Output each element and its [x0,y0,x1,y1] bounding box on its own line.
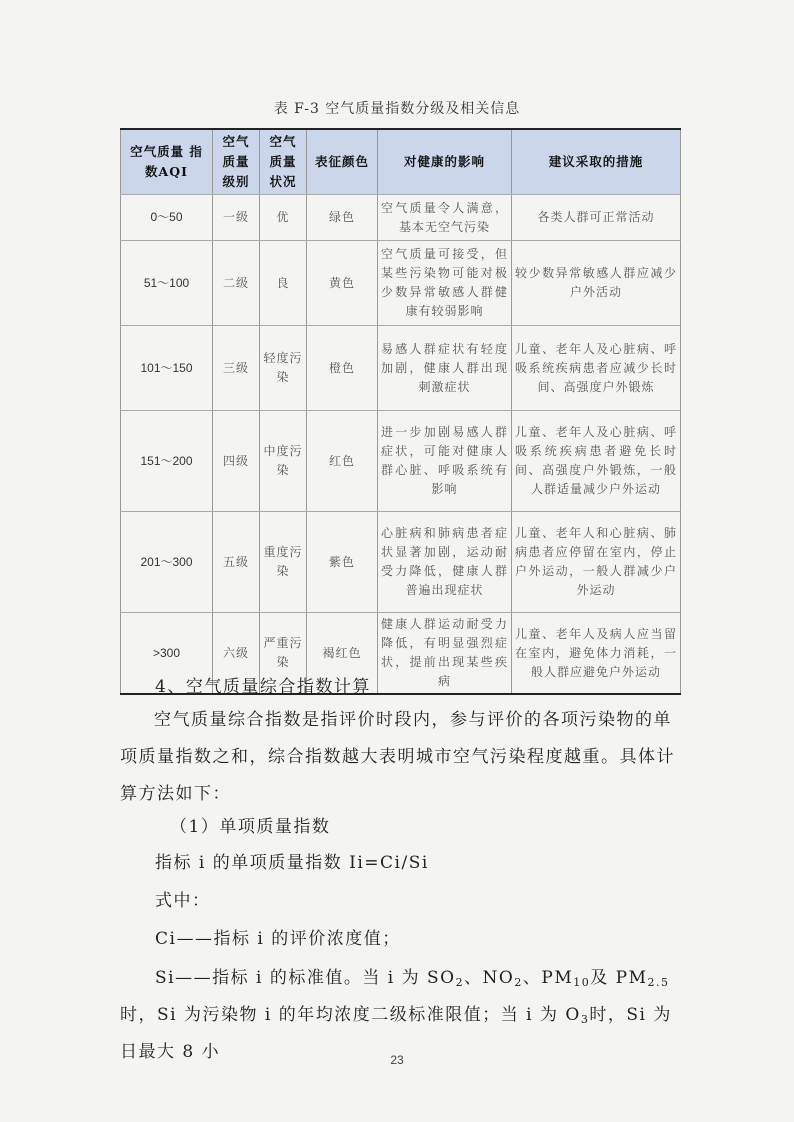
header-level: 空气质量级别 [213,129,260,195]
cell-aqi: 201～300 [121,512,213,613]
cell-level: 二级 [213,241,260,326]
header-aqi: 空气质量 指数AQI [121,129,213,195]
cell-level: 三级 [213,326,260,411]
formula-line: 指标 i 的单项质量指数 Ii=Ci/Si [155,853,429,873]
header-measures: 建议采取的措施 [512,129,681,195]
cell-measures: 较少数异常敏感人群应减少户外活动 [512,241,681,326]
cell-level: 六级 [213,613,260,695]
table-row [121,326,681,411]
table-row [121,241,681,326]
ci-definition: Ci——指标 i 的评价浓度值； [155,929,401,949]
where-label: 式中： [155,891,211,911]
cell-impact: 空气质量可接受，但某些污染物可能对极少数异常敏感人群健康有较弱影响 [378,241,512,326]
cell-aqi: 51～100 [121,241,213,326]
subscript: 2.5 [647,976,670,989]
cell-status: 轻度污染 [260,326,307,411]
table-header-row [121,129,681,195]
si-text-e: 时，Si 为污染物 i 的年均浓度二级标准限值；当 i 为 O [120,1005,581,1025]
subscript: 2 [514,976,523,989]
cell-level: 五级 [213,512,260,613]
si-text-f: 时，Si 为日最大 8 小 [120,1005,672,1062]
cell-impact: 心脏病和肺病患者症状显著加剧，运动耐受力降低，健康人群普遍出现症状 [378,512,512,613]
cell-measures: 儿童、老年人及心脏病、呼吸系统疾病患者避免长时间、高强度户外锻炼，一般人群适量减少户外运动 [512,411,681,512]
page-number: 23 [390,1053,404,1067]
cell-impact: 易感人群症状有轻度加剧，健康人群出现刺激症状 [378,326,512,411]
si-text-d: 及 PM [590,968,648,988]
header-color: 表征颜色 [307,129,378,195]
cell-status: 中度污染 [260,411,307,512]
table-caption: 表 F-3 空气质量指数分级及相关信息 [273,101,521,117]
subscript: 10 [573,976,591,989]
cell-impact: 健康人群运动耐受力降低，有明显强烈症状，提前出现某些疾病 [378,613,512,695]
cell-color: 黄色 [307,241,378,326]
cell-aqi: 101～150 [121,326,213,411]
cell-measures: 儿童、老年人及心脏病、呼吸系统疾病患者应减少长时间、高强度户外锻炼 [512,326,681,411]
cell-aqi: 151～200 [121,411,213,512]
cell-status: 严重污染 [260,613,307,695]
section-paragraph: 空气质量综合指数是指评价时段内，参与评价的各项污染物的单项质量指数之和，综合指数越大表明城市空气污染程度越重。具体计算方法如下： [120,710,675,804]
si-text-b: 、NO [464,968,515,988]
cell-aqi: >300 [121,613,213,695]
header-status: 空气质量状况 [260,129,307,195]
cell-status: 重度污染 [260,512,307,613]
cell-aqi: 0～50 [121,195,213,241]
cell-color: 绿色 [307,195,378,241]
si-text-a: Si——指标 i 的标准值。当 i 为 SO [155,968,456,988]
cell-impact: 进一步加剧易感人群症状，可能对健康人群心脏、呼吸系统有影响 [378,411,512,512]
subscript: 2 [455,976,465,989]
subsection-heading: （1）单项质量指数 [170,817,331,837]
aqi-table [120,128,681,695]
cell-measures: 儿童、老年人和心脏病、肺病患者应停留在室内，停止户外运动，一般人群减少户外运动 [512,512,681,613]
cell-level: 四级 [213,411,260,512]
cell-color: 紫色 [307,512,378,613]
cell-status: 优 [260,195,307,241]
subscript: 3 [580,1013,590,1026]
cell-measures: 儿童、老年人及病人应当留在室内，避免体力消耗，一般人群应避免户外运动 [512,613,681,695]
table-row [121,512,681,613]
section-heading: 4、空气质量综合指数计算 [155,677,371,697]
cell-color: 橙色 [307,326,378,411]
si-text-c: 、PM [522,968,574,988]
cell-color: 红色 [307,411,378,512]
cell-level: 一级 [213,195,260,241]
cell-measures: 各类人群可正常活动 [512,195,681,241]
cell-impact: 空气质量令人满意，基本无空气污染 [378,195,512,241]
cell-color: 褐红色 [307,613,378,695]
table-row [121,411,681,512]
table-row [121,195,681,241]
cell-status: 良 [260,241,307,326]
header-impact: 对健康的影响 [378,129,512,195]
